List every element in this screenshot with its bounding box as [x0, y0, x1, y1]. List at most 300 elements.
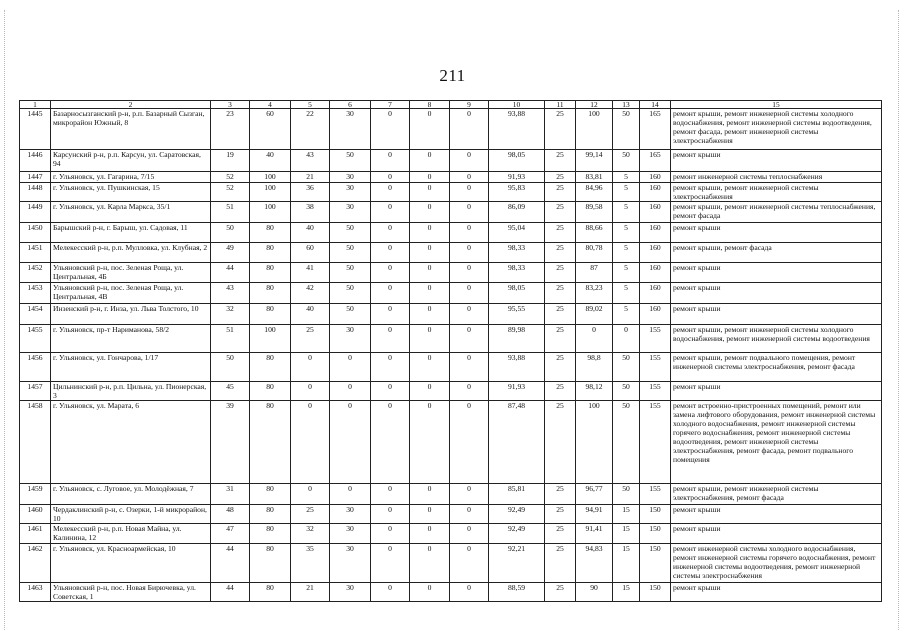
value-cell-col-13: 5 — [613, 223, 640, 243]
value-cell-col-6: 30 — [330, 544, 371, 583]
value-cell-col-8: 0 — [410, 109, 450, 150]
value-cell-col-5: 21 — [291, 583, 330, 602]
value-cell-col-8: 0 — [410, 263, 450, 283]
row-number: 1448 — [20, 183, 51, 202]
value-cell-col-3: 44 — [211, 263, 250, 283]
value-cell-col-9: 0 — [450, 304, 489, 325]
value-cell-col-6: 30 — [330, 183, 371, 202]
value-cell-col-9: 0 — [450, 243, 489, 263]
value-cell-col-8: 0 — [410, 243, 450, 263]
value-cell-col-14: 150 — [640, 583, 671, 602]
value-cell-col-11: 25 — [545, 401, 576, 484]
value-cell-col-9: 0 — [450, 202, 489, 223]
works-cell: ремонт крыши, ремонт инженерной системы холодного водоснабжения, ремонт инженерной системы водоотведения, ремонт фасада, ремонт инженерной системы электроснабжения — [671, 109, 882, 150]
value-cell-col-10: 98,05 — [489, 150, 545, 172]
value-cell-col-4: 80 — [250, 304, 291, 325]
value-cell-col-7: 0 — [371, 283, 410, 304]
value-cell-col-13: 0 — [613, 325, 640, 353]
row-number: 1462 — [20, 544, 51, 583]
value-cell-col-3: 50 — [211, 223, 250, 243]
value-cell-col-11: 25 — [545, 325, 576, 353]
column-header-15: 15 — [671, 101, 882, 109]
value-cell-col-5: 25 — [291, 505, 330, 524]
value-cell-col-9: 0 — [450, 382, 489, 401]
works-cell: ремонт крыши — [671, 524, 882, 544]
value-cell-col-7: 0 — [371, 401, 410, 484]
value-cell-col-11: 25 — [545, 202, 576, 223]
value-cell-col-13: 50 — [613, 401, 640, 484]
address-cell: г. Ульяновск, ул. Гагарина, 7/15 — [51, 172, 211, 183]
page-number: 211 — [439, 66, 466, 85]
value-cell-col-3: 43 — [211, 283, 250, 304]
column-header-3: 3 — [211, 101, 250, 109]
value-cell-col-12: 100 — [576, 109, 613, 150]
value-cell-col-5: 40 — [291, 223, 330, 243]
row-number: 1460 — [20, 505, 51, 524]
value-cell-col-12: 91,41 — [576, 524, 613, 544]
value-cell-col-3: 45 — [211, 382, 250, 401]
row-number: 1447 — [20, 172, 51, 183]
value-cell-col-6: 30 — [330, 172, 371, 183]
value-cell-col-4: 80 — [250, 544, 291, 583]
value-cell-col-6: 30 — [330, 505, 371, 524]
value-cell-col-14: 160 — [640, 223, 671, 243]
value-cell-col-9: 0 — [450, 109, 489, 150]
value-cell-col-6: 30 — [330, 524, 371, 544]
address-cell: Цильнинский р-н, р.п. Цильна, ул. Пионерская, 3 — [51, 382, 211, 401]
value-cell-col-10: 95,04 — [489, 223, 545, 243]
value-cell-col-11: 25 — [545, 304, 576, 325]
value-cell-col-9: 0 — [450, 544, 489, 583]
works-cell: ремонт инженерной системы холодного водоснабжения, ремонт инженерной системы горячего водоснабжения, ремонт инженерной системы водоотведения, ремонт инженерной системы электроснабжения — [671, 544, 882, 583]
value-cell-col-3: 39 — [211, 401, 250, 484]
table-row — [20, 401, 882, 484]
value-cell-col-10: 93,88 — [489, 109, 545, 150]
table-row — [20, 505, 882, 524]
row-number: 1453 — [20, 283, 51, 304]
value-cell-col-6: 30 — [330, 109, 371, 150]
value-cell-col-3: 51 — [211, 325, 250, 353]
value-cell-col-3: 52 — [211, 172, 250, 183]
table-row — [20, 353, 882, 382]
value-cell-col-13: 5 — [613, 202, 640, 223]
address-cell: г. Ульяновск, ул. Карла Маркса, 35/1 — [51, 202, 211, 223]
value-cell-col-14: 160 — [640, 263, 671, 283]
value-cell-col-14: 150 — [640, 544, 671, 583]
table-row — [20, 583, 882, 602]
value-cell-col-9: 0 — [450, 283, 489, 304]
value-cell-col-8: 0 — [410, 283, 450, 304]
value-cell-col-10: 85,81 — [489, 484, 545, 505]
value-cell-col-8: 0 — [410, 382, 450, 401]
value-cell-col-7: 0 — [371, 325, 410, 353]
value-cell-col-7: 0 — [371, 202, 410, 223]
value-cell-col-4: 100 — [250, 183, 291, 202]
value-cell-col-3: 48 — [211, 505, 250, 524]
value-cell-col-3: 32 — [211, 304, 250, 325]
value-cell-col-9: 0 — [450, 223, 489, 243]
value-cell-col-4: 80 — [250, 243, 291, 263]
row-number: 1449 — [20, 202, 51, 223]
value-cell-col-11: 25 — [545, 183, 576, 202]
value-cell-col-5: 43 — [291, 150, 330, 172]
column-number-row — [20, 101, 882, 109]
value-cell-col-13: 15 — [613, 544, 640, 583]
value-cell-col-13: 15 — [613, 505, 640, 524]
value-cell-col-7: 0 — [371, 304, 410, 325]
works-cell: ремонт инженерной системы теплоснабжения — [671, 172, 882, 183]
address-cell: г. Ульяновск, пр-т Нариманова, 58/2 — [51, 325, 211, 353]
page-edge-right — [898, 10, 900, 630]
value-cell-col-10: 91,93 — [489, 172, 545, 183]
table-row — [20, 243, 882, 263]
works-cell: ремонт крыши, ремонт инженерной системы теплоснабжения, ремонт фасада — [671, 202, 882, 223]
value-cell-col-14: 155 — [640, 382, 671, 401]
value-cell-col-11: 25 — [545, 382, 576, 401]
value-cell-col-6: 0 — [330, 353, 371, 382]
value-cell-col-5: 42 — [291, 283, 330, 304]
table-row — [20, 223, 882, 243]
table-row — [20, 283, 882, 304]
table-row — [20, 263, 882, 283]
column-header-9: 9 — [450, 101, 489, 109]
value-cell-col-12: 94,91 — [576, 505, 613, 524]
value-cell-col-13: 5 — [613, 283, 640, 304]
value-cell-col-4: 80 — [250, 524, 291, 544]
value-cell-col-13: 5 — [613, 263, 640, 283]
column-header-2: 2 — [51, 101, 211, 109]
table-row — [20, 109, 882, 150]
value-cell-col-11: 25 — [545, 243, 576, 263]
value-cell-col-6: 50 — [330, 243, 371, 263]
value-cell-col-12: 87 — [576, 263, 613, 283]
value-cell-col-14: 160 — [640, 202, 671, 223]
value-cell-col-4: 60 — [250, 109, 291, 150]
value-cell-col-5: 0 — [291, 382, 330, 401]
address-cell: Мелекесский р-н, р.п. Новая Майна, ул. Калинина, 12 — [51, 524, 211, 544]
works-cell: ремонт крыши, ремонт подвального помещения, ремонт инженерной системы электроснабжения, ремонт фасада — [671, 353, 882, 382]
value-cell-col-8: 0 — [410, 304, 450, 325]
value-cell-col-7: 0 — [371, 583, 410, 602]
value-cell-col-11: 25 — [545, 583, 576, 602]
value-cell-col-10: 87,48 — [489, 401, 545, 484]
value-cell-col-6: 50 — [330, 150, 371, 172]
value-cell-col-3: 44 — [211, 544, 250, 583]
value-cell-col-6: 30 — [330, 583, 371, 602]
table-row — [20, 382, 882, 401]
column-header-8: 8 — [410, 101, 450, 109]
value-cell-col-6: 30 — [330, 325, 371, 353]
value-cell-col-10: 93,88 — [489, 353, 545, 382]
value-cell-col-3: 44 — [211, 583, 250, 602]
value-cell-col-7: 0 — [371, 484, 410, 505]
table-row — [20, 150, 882, 172]
value-cell-col-4: 40 — [250, 150, 291, 172]
address-cell: Мелекесский р-н, р.п. Мулловка, ул. Клубная, 2 — [51, 243, 211, 263]
row-number: 1446 — [20, 150, 51, 172]
value-cell-col-12: 80,78 — [576, 243, 613, 263]
row-number: 1450 — [20, 223, 51, 243]
value-cell-col-8: 0 — [410, 150, 450, 172]
value-cell-col-12: 90 — [576, 583, 613, 602]
column-header-6: 6 — [330, 101, 371, 109]
value-cell-col-4: 80 — [250, 401, 291, 484]
value-cell-col-14: 155 — [640, 484, 671, 505]
value-cell-col-4: 100 — [250, 172, 291, 183]
value-cell-col-13: 50 — [613, 382, 640, 401]
works-cell: ремонт крыши — [671, 150, 882, 172]
value-cell-col-5: 0 — [291, 353, 330, 382]
row-number: 1461 — [20, 524, 51, 544]
row-number: 1455 — [20, 325, 51, 353]
value-cell-col-11: 25 — [545, 223, 576, 243]
value-cell-col-14: 155 — [640, 353, 671, 382]
value-cell-col-4: 80 — [250, 382, 291, 401]
value-cell-col-11: 25 — [545, 172, 576, 183]
value-cell-col-13: 15 — [613, 524, 640, 544]
value-cell-col-7: 0 — [371, 109, 410, 150]
row-number: 1451 — [20, 243, 51, 263]
value-cell-col-11: 25 — [545, 109, 576, 150]
value-cell-col-14: 160 — [640, 304, 671, 325]
address-cell: г. Ульяновск, ул. Красноармейская, 10 — [51, 544, 211, 583]
address-cell: Ульяновский р-н, пос. Зеленая Роща, ул. Центральная, 4Б — [51, 263, 211, 283]
table-row — [20, 202, 882, 223]
value-cell-col-6: 30 — [330, 202, 371, 223]
address-cell: г. Ульяновск, с. Луговое, ул. Молодёжная, 7 — [51, 484, 211, 505]
value-cell-col-7: 0 — [371, 505, 410, 524]
value-cell-col-14: 155 — [640, 401, 671, 484]
value-cell-col-11: 25 — [545, 263, 576, 283]
value-cell-col-3: 49 — [211, 243, 250, 263]
column-header-7: 7 — [371, 101, 410, 109]
value-cell-col-13: 5 — [613, 243, 640, 263]
value-cell-col-4: 80 — [250, 484, 291, 505]
value-cell-col-11: 25 — [545, 484, 576, 505]
value-cell-col-12: 88,66 — [576, 223, 613, 243]
value-cell-col-11: 25 — [545, 150, 576, 172]
column-header-14: 14 — [640, 101, 671, 109]
value-cell-col-3: 50 — [211, 353, 250, 382]
value-cell-col-9: 0 — [450, 484, 489, 505]
value-cell-col-14: 160 — [640, 243, 671, 263]
value-cell-col-10: 92,49 — [489, 524, 545, 544]
value-cell-col-13: 5 — [613, 172, 640, 183]
value-cell-col-10: 92,49 — [489, 505, 545, 524]
address-cell: Базарносызганский р-н, р.п. Базарный Сызган, микрорайон Южный, 8 — [51, 109, 211, 150]
value-cell-col-6: 0 — [330, 484, 371, 505]
value-cell-col-11: 25 — [545, 544, 576, 583]
works-cell: ремонт крыши — [671, 505, 882, 524]
value-cell-col-7: 0 — [371, 544, 410, 583]
table-row — [20, 524, 882, 544]
value-cell-col-9: 0 — [450, 172, 489, 183]
value-cell-col-9: 0 — [450, 263, 489, 283]
works-cell: ремонт крыши, ремонт инженерной системы холодного водоснабжения, ремонт инженерной системы водоотведения — [671, 325, 882, 353]
value-cell-col-8: 0 — [410, 223, 450, 243]
address-cell: Барышский р-н, г. Барыш, ул. Садовая, 11 — [51, 223, 211, 243]
value-cell-col-6: 0 — [330, 401, 371, 484]
value-cell-col-7: 0 — [371, 263, 410, 283]
works-cell: ремонт встроенно-пристроенных помещений, ремонт или замена лифтового оборудования, ремонт инженерной системы холодного водоснабжения, ремонт инженерной системы горячего водоснабжения, ремонт инженерной системы водоотведения, ремонт инженерной системы электроснабжения, ремонт фасада, ремонт подвального помещения — [671, 401, 882, 484]
works-cell: ремонт крыши — [671, 223, 882, 243]
works-cell: ремонт крыши, ремонт фасада — [671, 243, 882, 263]
value-cell-col-8: 0 — [410, 325, 450, 353]
value-cell-col-12: 0 — [576, 325, 613, 353]
address-cell: Ульяновский р-н, пос. Новая Бирючевка, ул. Советская, 1 — [51, 583, 211, 602]
value-cell-col-4: 80 — [250, 353, 291, 382]
value-cell-col-12: 83,23 — [576, 283, 613, 304]
value-cell-col-5: 0 — [291, 484, 330, 505]
works-cell: ремонт крыши — [671, 263, 882, 283]
value-cell-col-8: 0 — [410, 505, 450, 524]
column-header-4: 4 — [250, 101, 291, 109]
value-cell-col-14: 160 — [640, 283, 671, 304]
value-cell-col-6: 0 — [330, 382, 371, 401]
value-cell-col-12: 99,14 — [576, 150, 613, 172]
column-header-12: 12 — [576, 101, 613, 109]
value-cell-col-8: 0 — [410, 583, 450, 602]
value-cell-col-8: 0 — [410, 183, 450, 202]
column-header-13: 13 — [613, 101, 640, 109]
address-cell: г. Ульяновск, ул. Пушкинская, 15 — [51, 183, 211, 202]
value-cell-col-6: 50 — [330, 263, 371, 283]
value-cell-col-13: 5 — [613, 183, 640, 202]
value-cell-col-9: 0 — [450, 524, 489, 544]
value-cell-col-4: 80 — [250, 283, 291, 304]
value-cell-col-8: 0 — [410, 401, 450, 484]
value-cell-col-13: 50 — [613, 353, 640, 382]
value-cell-col-4: 80 — [250, 223, 291, 243]
table-row — [20, 304, 882, 325]
value-cell-col-5: 32 — [291, 524, 330, 544]
value-cell-col-13: 15 — [613, 583, 640, 602]
value-cell-col-12: 83,81 — [576, 172, 613, 183]
value-cell-col-9: 0 — [450, 505, 489, 524]
value-cell-col-10: 92,21 — [489, 544, 545, 583]
address-cell: Ульяновский р-н, пос. Зеленая Роща, ул. Центральная, 4В — [51, 283, 211, 304]
value-cell-col-7: 0 — [371, 382, 410, 401]
value-cell-col-14: 165 — [640, 150, 671, 172]
value-cell-col-10: 98,33 — [489, 243, 545, 263]
value-cell-col-5: 0 — [291, 401, 330, 484]
works-cell: ремонт крыши — [671, 583, 882, 602]
value-cell-col-10: 89,98 — [489, 325, 545, 353]
value-cell-col-12: 100 — [576, 401, 613, 484]
value-cell-col-14: 160 — [640, 183, 671, 202]
value-cell-col-13: 50 — [613, 150, 640, 172]
value-cell-col-9: 0 — [450, 583, 489, 602]
column-header-5: 5 — [291, 101, 330, 109]
value-cell-col-8: 0 — [410, 524, 450, 544]
value-cell-col-9: 0 — [450, 325, 489, 353]
row-number: 1457 — [20, 382, 51, 401]
value-cell-col-10: 98,33 — [489, 263, 545, 283]
address-cell: Карсунский р-н, р.п. Карсун, ул. Саратовская, 94 — [51, 150, 211, 172]
row-number: 1463 — [20, 583, 51, 602]
column-header-1: 1 — [20, 101, 51, 109]
value-cell-col-10: 88,59 — [489, 583, 545, 602]
value-cell-col-12: 98,12 — [576, 382, 613, 401]
value-cell-col-8: 0 — [410, 544, 450, 583]
value-cell-col-12: 98,8 — [576, 353, 613, 382]
address-cell: Инзенский р-н, г. Инза, ул. Льва Толстого, 10 — [51, 304, 211, 325]
value-cell-col-12: 89,02 — [576, 304, 613, 325]
value-cell-col-14: 150 — [640, 524, 671, 544]
address-cell: г. Ульяновск, ул. Гончарова, 1/17 — [51, 353, 211, 382]
value-cell-col-7: 0 — [371, 223, 410, 243]
table-row — [20, 544, 882, 583]
value-cell-col-9: 0 — [450, 183, 489, 202]
value-cell-col-8: 0 — [410, 172, 450, 183]
works-cell: ремонт крыши — [671, 283, 882, 304]
value-cell-col-7: 0 — [371, 172, 410, 183]
value-cell-col-6: 50 — [330, 223, 371, 243]
value-cell-col-14: 155 — [640, 325, 671, 353]
row-number: 1459 — [20, 484, 51, 505]
value-cell-col-5: 38 — [291, 202, 330, 223]
value-cell-col-5: 41 — [291, 263, 330, 283]
works-cell: ремонт крыши — [671, 304, 882, 325]
value-cell-col-5: 35 — [291, 544, 330, 583]
value-cell-col-7: 0 — [371, 183, 410, 202]
value-cell-col-10: 95,55 — [489, 304, 545, 325]
value-cell-col-7: 0 — [371, 524, 410, 544]
row-number: 1452 — [20, 263, 51, 283]
value-cell-col-5: 40 — [291, 304, 330, 325]
value-cell-col-3: 47 — [211, 524, 250, 544]
value-cell-col-5: 25 — [291, 325, 330, 353]
value-cell-col-9: 0 — [450, 401, 489, 484]
table-row — [20, 484, 882, 505]
value-cell-col-10: 98,05 — [489, 283, 545, 304]
address-cell: г. Ульяновск, ул. Марата, 6 — [51, 401, 211, 484]
value-cell-col-14: 150 — [640, 505, 671, 524]
value-cell-col-4: 80 — [250, 263, 291, 283]
value-cell-col-5: 60 — [291, 243, 330, 263]
value-cell-col-7: 0 — [371, 150, 410, 172]
value-cell-col-3: 19 — [211, 150, 250, 172]
value-cell-col-10: 95,83 — [489, 183, 545, 202]
value-cell-col-12: 84,96 — [576, 183, 613, 202]
value-cell-col-6: 50 — [330, 283, 371, 304]
value-cell-col-12: 96,77 — [576, 484, 613, 505]
row-number: 1458 — [20, 401, 51, 484]
value-cell-col-10: 86,09 — [489, 202, 545, 223]
table-body — [20, 109, 882, 602]
table-row — [20, 172, 882, 183]
value-cell-col-8: 0 — [410, 484, 450, 505]
value-cell-col-13: 5 — [613, 304, 640, 325]
value-cell-col-4: 100 — [250, 202, 291, 223]
value-cell-col-12: 94,83 — [576, 544, 613, 583]
value-cell-col-5: 22 — [291, 109, 330, 150]
value-cell-col-4: 80 — [250, 505, 291, 524]
row-number: 1445 — [20, 109, 51, 150]
column-header-11: 11 — [545, 101, 576, 109]
value-cell-col-8: 0 — [410, 353, 450, 382]
value-cell-col-3: 51 — [211, 202, 250, 223]
register-table — [19, 100, 882, 602]
value-cell-col-9: 0 — [450, 150, 489, 172]
value-cell-col-13: 50 — [613, 109, 640, 150]
row-number: 1456 — [20, 353, 51, 382]
value-cell-col-4: 80 — [250, 583, 291, 602]
value-cell-col-3: 23 — [211, 109, 250, 150]
value-cell-col-5: 36 — [291, 183, 330, 202]
value-cell-col-7: 0 — [371, 243, 410, 263]
value-cell-col-11: 25 — [545, 283, 576, 304]
